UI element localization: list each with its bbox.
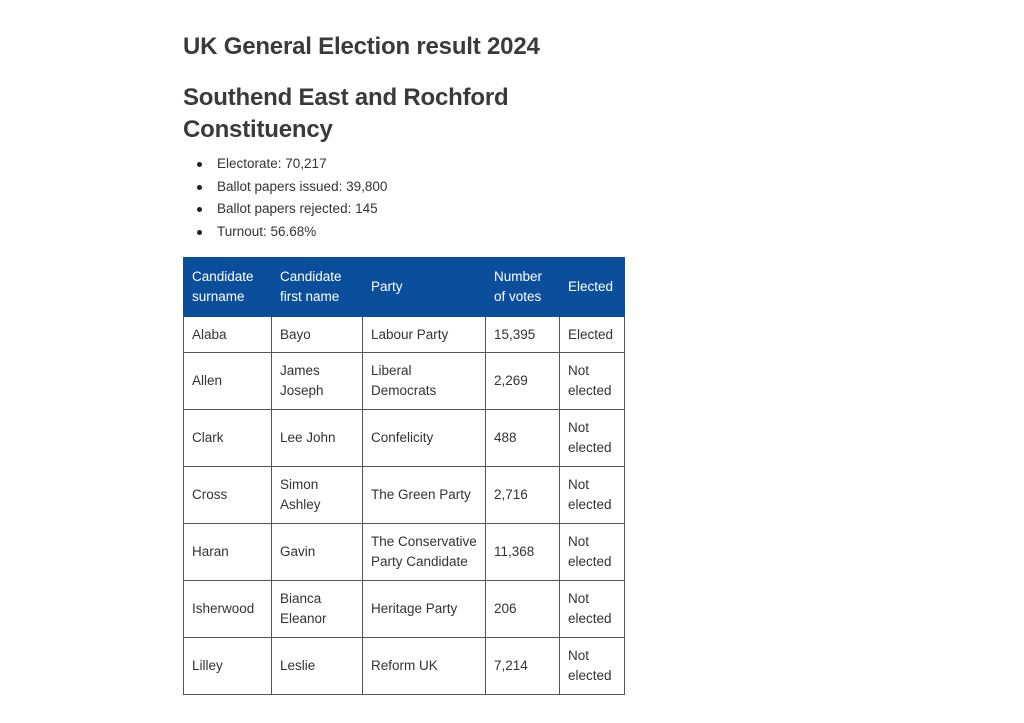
- cell-surname: Isherwood: [184, 581, 272, 638]
- cell-surname: Alaba: [184, 317, 272, 353]
- cell-votes: 2,716: [486, 467, 560, 524]
- cell-party: The Conservative Party Candidate: [363, 524, 486, 581]
- cell-surname: Cross: [184, 467, 272, 524]
- header-party: Party: [363, 258, 486, 317]
- cell-party: Confelicity: [363, 410, 486, 467]
- table-row: [184, 317, 625, 353]
- results-table: [183, 257, 625, 695]
- table-row: [184, 638, 625, 695]
- cell-first-name: Bayo: [272, 317, 363, 353]
- cell-party: Heritage Party: [363, 581, 486, 638]
- cell-votes: 206: [486, 581, 560, 638]
- cell-first-name: Simon Ashley: [272, 467, 363, 524]
- cell-votes: 2,269: [486, 353, 560, 410]
- page-title: UK General Election result 2024: [183, 33, 540, 60]
- cell-first-name: Gavin: [272, 524, 363, 581]
- stat-ballots-rejected: Ballot papers rejected: 145: [217, 198, 387, 221]
- header-first-name: Candidate first name: [272, 258, 363, 317]
- cell-votes: 11,368: [486, 524, 560, 581]
- table-row: [184, 467, 625, 524]
- cell-surname: Haran: [184, 524, 272, 581]
- header-votes: Number of votes: [486, 258, 560, 317]
- cell-elected: Not elected: [560, 524, 625, 581]
- cell-elected: Not elected: [560, 467, 625, 524]
- table-row: [184, 581, 625, 638]
- table-row: [184, 410, 625, 467]
- cell-party: The Green Party: [363, 467, 486, 524]
- cell-votes: 15,395: [486, 317, 560, 353]
- cell-first-name: Bianca Eleanor: [272, 581, 363, 638]
- stat-electorate: Electorate: 70,217: [217, 153, 387, 176]
- cell-elected: Not elected: [560, 410, 625, 467]
- cell-surname: Allen: [184, 353, 272, 410]
- table-row: [184, 524, 625, 581]
- table-header-row: [184, 258, 625, 317]
- constituency-title: Southend East and Rochford Constituency: [183, 84, 509, 143]
- cell-party: Liberal Democrats: [363, 353, 486, 410]
- cell-votes: 7,214: [486, 638, 560, 695]
- header-elected: Elected: [560, 258, 625, 317]
- election-stats-list: [183, 153, 387, 243]
- cell-votes: 488: [486, 410, 560, 467]
- cell-surname: Clark: [184, 410, 272, 467]
- cell-surname: Lilley: [184, 638, 272, 695]
- cell-first-name: Lee John: [272, 410, 363, 467]
- cell-elected: Not elected: [560, 353, 625, 410]
- table-row: [184, 353, 625, 410]
- cell-first-name: James Joseph: [272, 353, 363, 410]
- cell-first-name: Leslie: [272, 638, 363, 695]
- stat-ballots-issued: Ballot papers issued: 39,800: [217, 176, 387, 199]
- cell-party: Labour Party: [363, 317, 486, 353]
- cell-elected: Not elected: [560, 638, 625, 695]
- cell-party: Reform UK: [363, 638, 486, 695]
- cell-elected: Not elected: [560, 581, 625, 638]
- cell-elected: Elected: [560, 317, 625, 353]
- header-surname: Candidate surname: [184, 258, 272, 317]
- stat-turnout: Turnout: 56.68%: [217, 221, 387, 244]
